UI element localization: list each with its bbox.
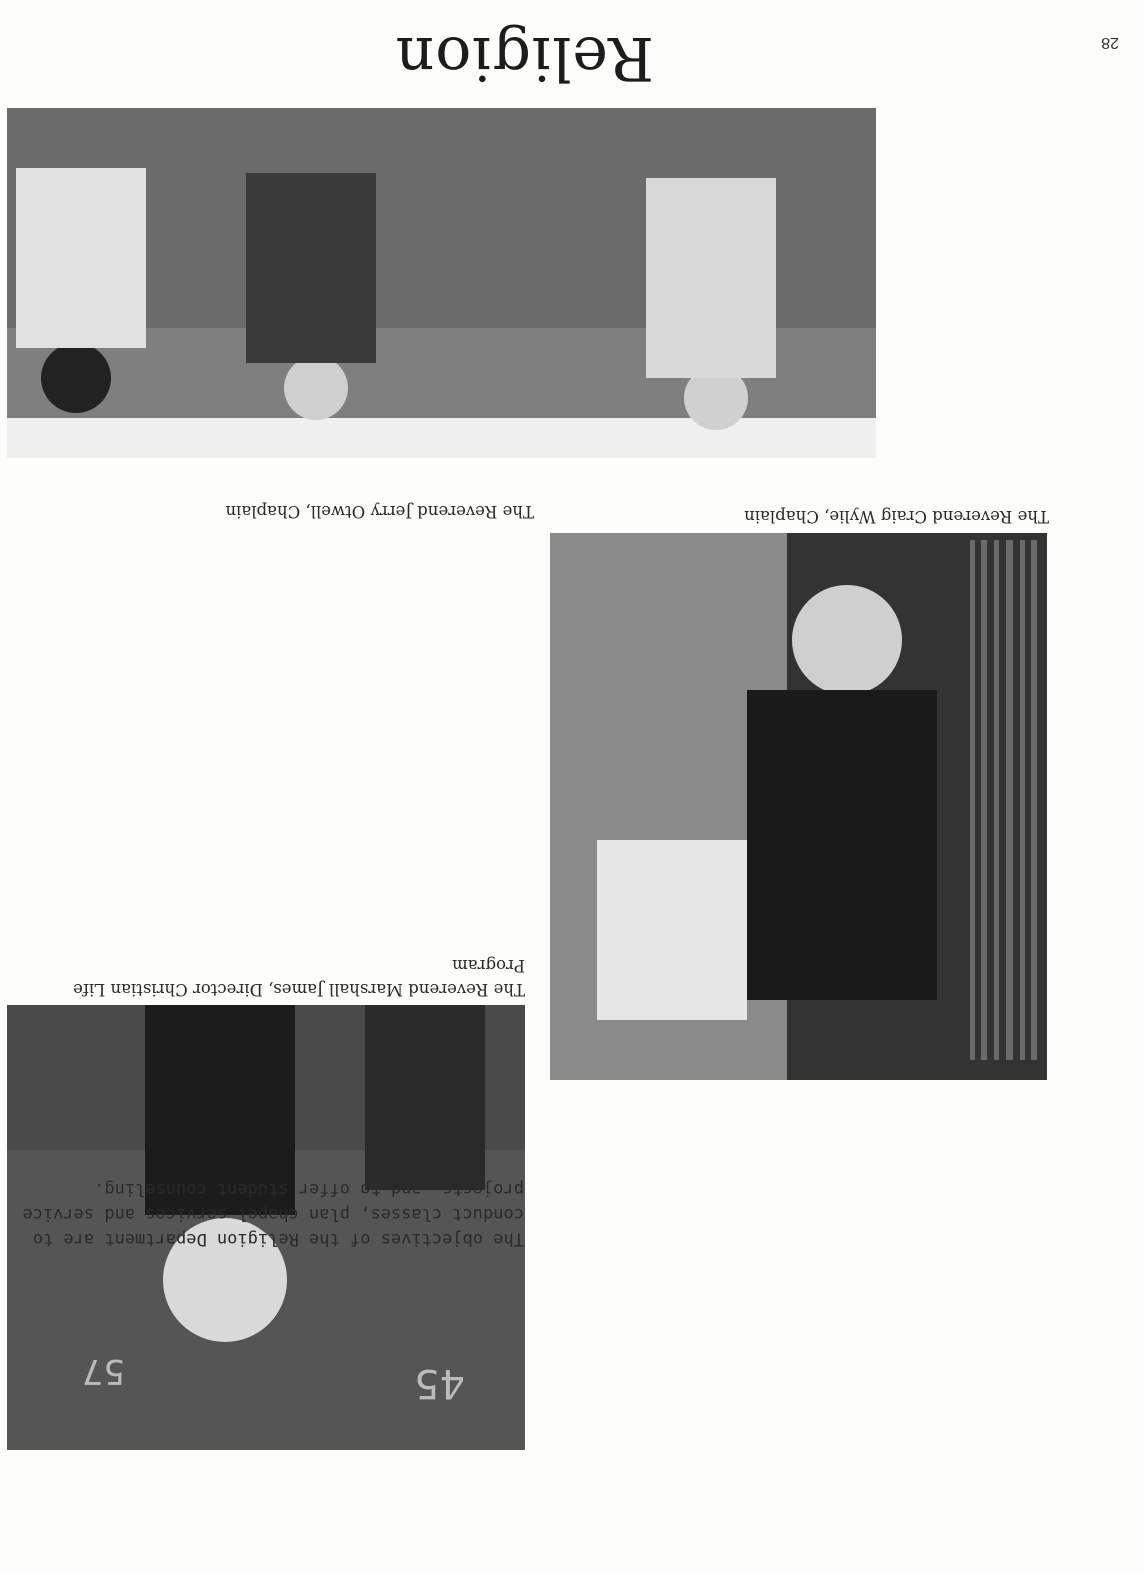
svg-text:45: 45 bbox=[414, 1360, 465, 1406]
photo-chaplains-outdoors bbox=[7, 108, 876, 458]
photo-library-bookshelves bbox=[550, 533, 1047, 1080]
page-number: 28 bbox=[1101, 34, 1119, 51]
svg-text:57: 57 bbox=[81, 1351, 125, 1391]
section-intro: The objectives of the Religion Department are to conduct classes, plan chapel services and service projects, and to offer student counseling. bbox=[22, 1179, 524, 1249]
caption-jerry-otwell: The Reverend Jerry Otwell, Chaplain bbox=[225, 502, 534, 521]
caption-marshall-james: The Reverend Marshall James, Director Christian Life Program bbox=[73, 956, 525, 999]
library-scene bbox=[550, 533, 1047, 1080]
outdoors-scene bbox=[7, 108, 876, 458]
caption-craig-wylie: The Reverend Craig Wylie, Chaplain bbox=[744, 507, 1049, 526]
section-title: Religion bbox=[394, 23, 654, 93]
